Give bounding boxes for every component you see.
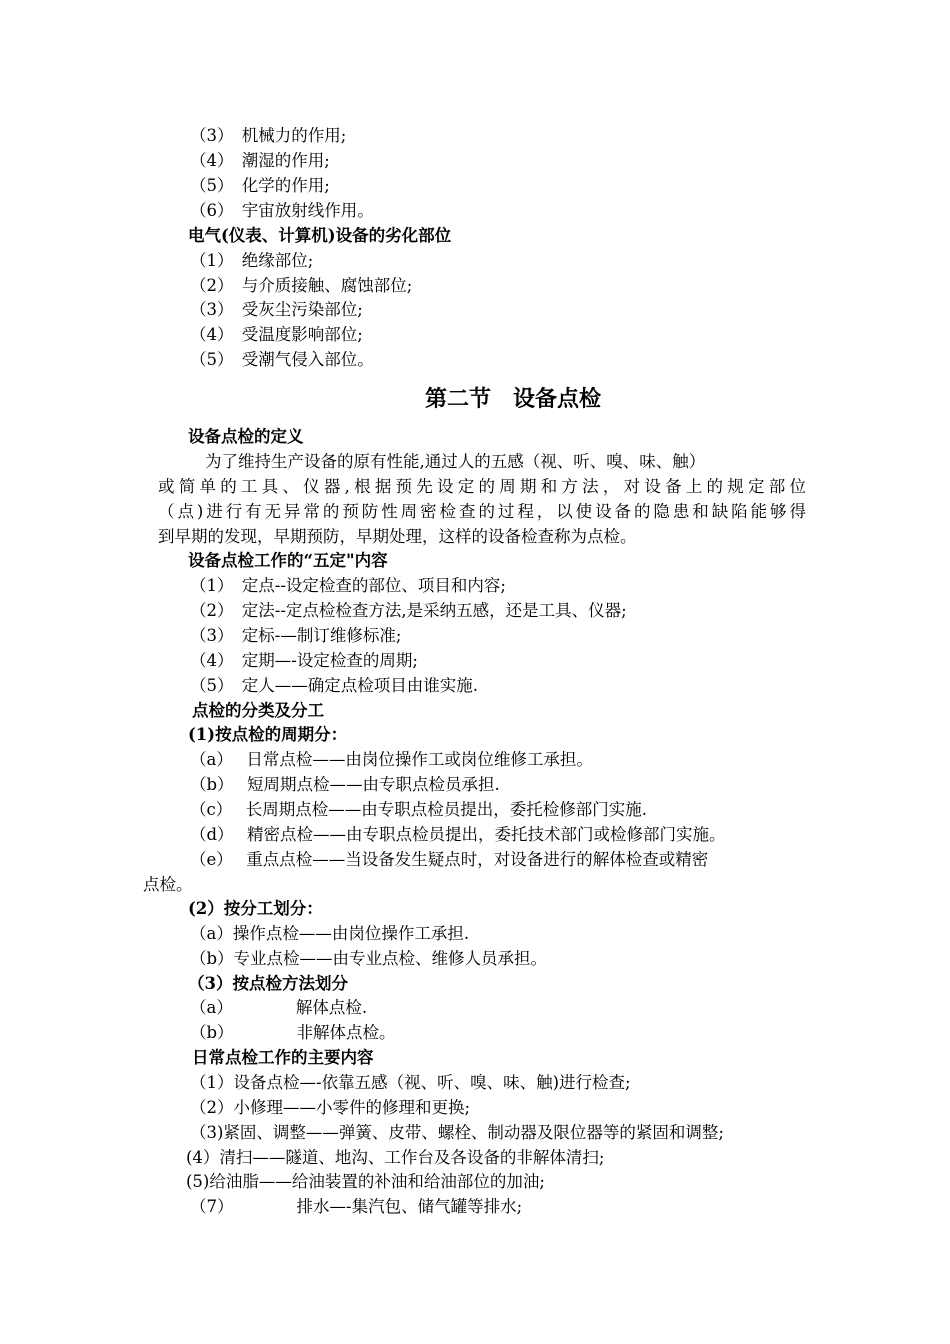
list-item: （5） 受潮气侵入部位。 [190,350,374,369]
list-item: （1） 定点--设定检查的部位、项目和内容; [190,576,506,595]
list-item: （1）设备点检—-依靠五感（视、听、嗅、味、触)进行检查; [190,1073,631,1092]
list-item: （4） 定期—-设定检查的周期; [190,651,418,670]
list-item: （3） 机械力的作用; [190,126,347,145]
list-item: （a） 解体点检. [190,998,368,1017]
section-heading: 电气(仪表、计算机)设备的劣化部位 [188,226,452,245]
list-item: （5） 定人——确定点检项目由谁实施. [190,676,478,695]
paragraph-line: 为了维持生产设备的原有性能,通过人的五感（视、听、嗅、味、触） [205,452,706,471]
paragraph-line: （点)进行有无异常的预防性周密检查的过程，以使设备的隐患和缺陷能够得 [158,502,806,521]
subsection-heading: 日常点检工作的主要内容 [192,1048,374,1067]
list-item: （a）操作点检——由岗位操作工承担. [190,924,470,943]
list-item: （2） 与介质接触、腐蚀部位; [190,276,413,295]
subsection-heading: (2）按分工划分： [188,899,323,918]
list-item: (4）清扫——隧道、地沟、工作台及各设备的非解体清扫; [186,1148,605,1167]
list-item: （5） 化学的作用; [190,176,330,195]
list-item: （b）专业点检——由专业点检、维修人员承担。 [190,949,548,968]
list-item: （c） 长周期点检——由专职点检员提出，委托检修部门实施. [190,800,647,819]
list-item: （2）小修理——小零件的修理和更换; [190,1098,471,1117]
subsection-heading: (1)按点检的周期分： [188,725,348,744]
list-item-continuation: 点检。 [143,875,193,894]
list-item: （d） 精密点检——由专职点检员提出，委托技术部门或检修部门实施。 [190,825,726,844]
list-item: （3)紧固、调整——弹簧、皮带、螺栓、制动器及限位器等的紧固和调整; [190,1123,724,1142]
paragraph-line: 到早期的发现，早期预防，早期处理，这样的设备检查称为点检。 [158,527,637,546]
list-item: （3） 定标-—制订维修标准; [190,626,402,645]
list-item: （b） 短周期点检——由专职点检员承担. [190,775,500,794]
list-item: （4） 潮湿的作用; [190,151,330,170]
list-item: （a） 日常点检——由岗位操作工或岗位维修工承担。 [190,750,593,769]
list-item: （e） 重点点检——当设备发生疑点时，对设备进行的解体检查或精密 [190,850,709,869]
list-item: (5)给油脂——给油装置的补油和给油部位的加油; [186,1172,545,1191]
subsection-heading: 设备点检工作的“五定"内容 [188,551,388,570]
list-item: （4） 受温度影响部位; [190,325,363,344]
subsection-heading: 点检的分类及分工 [192,701,324,720]
section-title: 第二节 设备点检 [424,386,601,412]
list-item: （b） 非解体点检。 [190,1023,396,1042]
paragraph-line: 或简单的工具、仪器,根据预先设定的周期和方法，对设备上的规定部位 [158,477,806,496]
subsection-heading: 设备点检的定义 [188,427,304,446]
list-item: （6） 宇宙放射线作用。 [190,201,374,220]
list-item: （3） 受灰尘污染部位; [190,300,363,319]
list-item: （1） 绝缘部位; [190,251,314,270]
subsection-heading: （3）按点检方法划分 [188,974,348,993]
list-item: （2） 定法--定点检检查方法,是采纳五感，还是工具、仪器; [190,601,627,620]
list-item: （7） 排水—-集汽包、储气罐等排水; [190,1197,523,1216]
